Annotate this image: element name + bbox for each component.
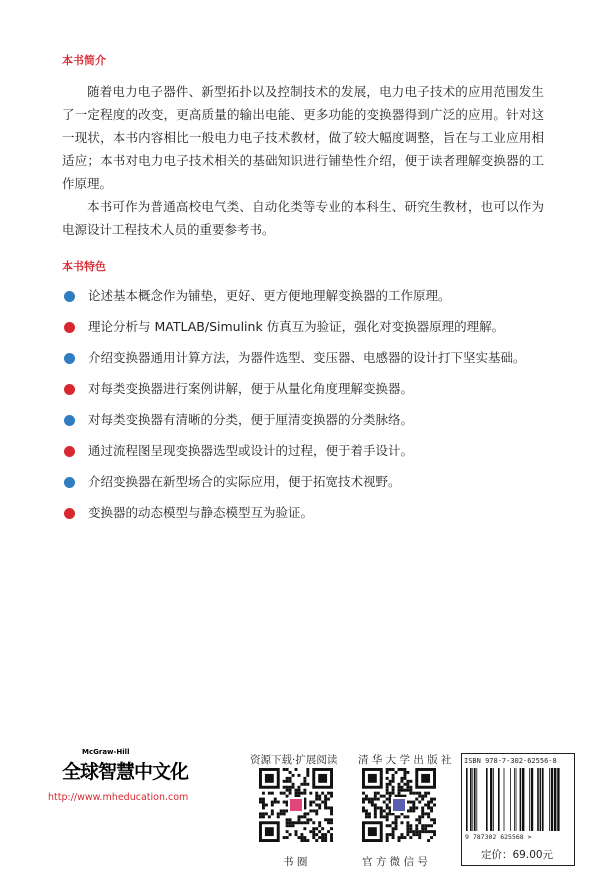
bullet-icon — [64, 291, 75, 302]
intro-heading: 本书简介 — [62, 54, 106, 67]
feature-text: 论述基本概念作为铺垫，更好、更方便地理解变换器的工作原理。 — [88, 288, 451, 303]
features-list — [62, 285, 552, 524]
feature-text: 通过流程图呈现变换器选型或设计的过程，便于着手设计。 — [88, 443, 414, 458]
barcode-digits: 9 787302 625568 > — [465, 833, 532, 841]
qr-left-bottom-caption: 书 圈 — [283, 856, 308, 868]
bullet-icon — [64, 353, 75, 364]
qr-code-icon — [362, 768, 436, 842]
qr-code-icon — [259, 768, 333, 842]
intro-paragraph: 随着电力电子器件、新型拓扑以及控制技术的发展，电力电子技术的应用范围发生了一定程度的改变，更高质量的输出电能、更多功能的变换器得到广泛的应用。针对这一现状，本书内容相比一般电力电子技术教材，做了较大幅度调整，旨在与工业应用相适应；本书对电力电子技术相关的基础知识进行铺垫性介绍，便于读者理解变换器的工作原理。 — [62, 84, 544, 191]
feature-item — [62, 347, 552, 369]
bullet-icon — [64, 446, 75, 457]
qr-right-bottom-caption: 官 方 微 信 号 — [362, 856, 428, 868]
price-label: 定价：69.00元 — [481, 849, 554, 861]
logo-brand: McGraw-Hill — [82, 748, 130, 756]
isbn-text: ISBN 978-7-302-62556-8 — [464, 757, 557, 765]
qr-right-top-caption: 清 华 大 学 出 版 社 — [358, 754, 452, 766]
bullet-icon — [64, 384, 75, 395]
feature-item — [62, 316, 552, 338]
feature-text: 介绍变换器在新型场合的实际应用，便于拓宽技术视野。 — [88, 474, 401, 489]
feature-text: 对每类变换器进行案例讲解，便于从量化角度理解变换器。 — [88, 381, 414, 396]
logo-name: 全球智慧中文化 — [62, 761, 189, 783]
intro-text — [62, 80, 544, 241]
bullet-icon — [64, 322, 75, 333]
bullet-icon — [64, 415, 75, 426]
qr-left-top-caption: 资源下载·扩展阅读 — [250, 754, 338, 766]
bullet-icon — [64, 477, 75, 488]
feature-item — [62, 502, 552, 524]
barcode-icon — [466, 768, 568, 835]
feature-item — [62, 440, 552, 462]
feature-item — [62, 471, 552, 493]
bullet-icon — [64, 508, 75, 519]
feature-item — [62, 285, 552, 307]
feature-item — [62, 378, 552, 400]
features-heading: 本书特色 — [62, 260, 106, 273]
feature-text: 理论分析与 MATLAB/Simulink 仿真互为验证，强化对变换器原理的理解。 — [88, 319, 505, 334]
feature-text: 对每类变换器有清晰的分类，便于厘清变换器的分类脉络。 — [88, 412, 414, 427]
publisher-logo — [62, 748, 189, 788]
intro-paragraph: 本书可作为普通高校电气类、自动化类等专业的本科生、研究生教材，也可以作为电源设计工程技术人员的重要参考书。 — [62, 199, 544, 237]
feature-text: 变换器的动态模型与静态模型互为验证。 — [88, 505, 314, 520]
publisher-url[interactable]: http://www.mheducation.com — [48, 792, 189, 803]
feature-text: 介绍变换器通用计算方法，为器件选型、变压器、电感器的设计打下坚实基础。 — [88, 350, 526, 365]
feature-item — [62, 409, 552, 431]
